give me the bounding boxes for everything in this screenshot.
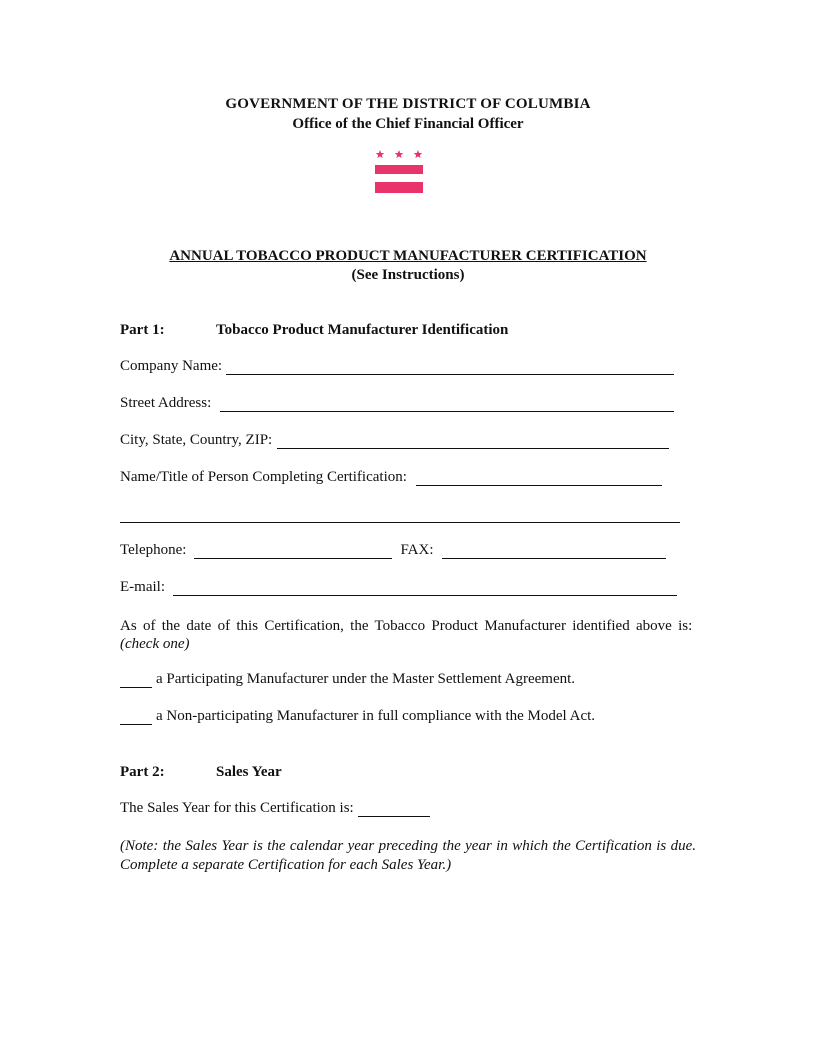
option-nonparticipating-row xyxy=(120,708,595,725)
dc-flag-logo xyxy=(374,150,424,194)
check-one-hint: (check one) xyxy=(120,636,190,652)
sales-year-note: (Note: the Sales Year is the calendar year preceding the year in which the Certification is due. Complete a separate Certification for each Sales Year.) xyxy=(120,838,696,873)
flag-star-icon xyxy=(414,150,423,158)
flag-bar-2 xyxy=(375,182,423,193)
part2-number: Part 2: xyxy=(120,764,165,780)
street-address-row xyxy=(120,395,674,412)
street-address-label: Street Address: xyxy=(120,395,212,411)
status-paragraph xyxy=(120,617,696,653)
flag-star-icon xyxy=(376,150,385,158)
street-address-input[interactable] xyxy=(220,397,674,412)
flag-bar-1 xyxy=(375,165,423,174)
flag-star-icon xyxy=(395,150,404,158)
office-heading: Office of the Chief Financial Officer xyxy=(292,116,524,132)
city-state-input[interactable] xyxy=(277,434,669,449)
company-name-label: Company Name: xyxy=(120,358,223,374)
name-title-label: Name/Title of Person Completing Certification: xyxy=(120,469,407,485)
part2-heading xyxy=(120,764,700,784)
option-nonparticipating-label: a Non-participating Manufacturer in full compliance with the Model Act. xyxy=(156,708,596,724)
government-heading: GOVERNMENT OF THE DISTRICT OF COLUMBIA xyxy=(225,96,591,112)
sales-year-label: The Sales Year for this Certification is: xyxy=(120,800,354,816)
email-input[interactable] xyxy=(173,581,677,596)
fax-label: FAX: xyxy=(400,542,434,558)
form-subtitle: (See Instructions) xyxy=(351,267,465,283)
nonparticipating-checkbox[interactable] xyxy=(120,711,152,725)
fax-input[interactable] xyxy=(442,544,666,559)
part1-number: Part 1: xyxy=(120,322,165,338)
city-state-label: City, State, Country, ZIP: xyxy=(120,432,273,448)
name-title-continuation-line[interactable] xyxy=(120,522,680,523)
option-participating-label: a Participating Manufacturer under the Master Settlement Agreement. xyxy=(156,671,576,687)
email-row xyxy=(120,579,677,596)
part2-title: Sales Year xyxy=(216,764,282,780)
phone-fax-row xyxy=(120,542,666,559)
city-state-row xyxy=(120,432,669,449)
name-title-input[interactable] xyxy=(416,471,662,486)
sales-year-row xyxy=(120,800,430,817)
email-label: E-mail: xyxy=(120,579,165,595)
company-name-row xyxy=(120,358,674,375)
form-title: ANNUAL TOBACCO PRODUCT MANUFACTURER CERTIFICATION xyxy=(169,248,647,264)
name-title-row xyxy=(120,469,662,486)
company-name-input[interactable] xyxy=(226,360,674,375)
sales-year-input[interactable] xyxy=(358,802,430,817)
part1-heading xyxy=(120,322,700,342)
telephone-input[interactable] xyxy=(194,544,392,559)
telephone-label: Telephone: xyxy=(120,542,187,558)
part1-title: Tobacco Product Manufacturer Identification xyxy=(216,322,509,338)
option-participating-row xyxy=(120,671,575,688)
status-intro: As of the date of this Certification, the Tobacco Product Manufacturer identified above is: xyxy=(120,618,693,634)
participating-checkbox[interactable] xyxy=(120,674,152,688)
